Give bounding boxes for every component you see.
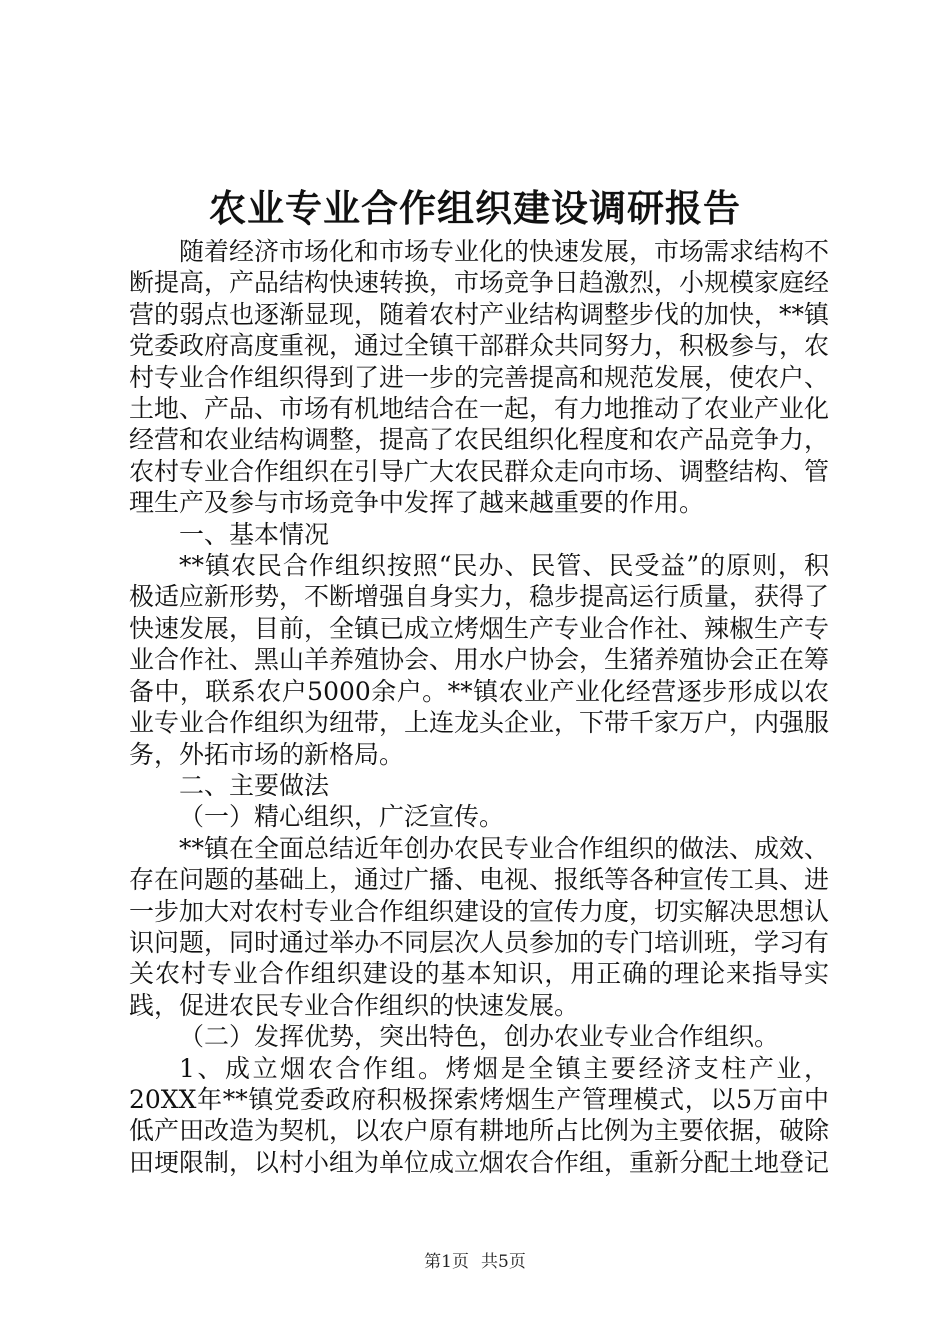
page-number: 第1页	[424, 1252, 469, 1272]
subheading-organize: （一）精心组织，广泛宣传。	[179, 802, 505, 832]
document-body	[129, 236, 829, 1178]
section-heading-basic: 一、基本情况	[179, 519, 330, 549]
paragraph-organize: **镇在全面总结近年创办农民专业合作组织的做法、成效、存在问题的基础上，通过广播、电视、报纸等各种宣传工具、进一步加大对农村专业合作组织建设的宣传力度，切实解决思想认识问题，同时通过举办不同层次人员参加的专门培训班，学习有关农村专业合作组织建设的基本知识，用正确的理论来指导实践，促进农民专业合作组织的快速发展。	[129, 833, 830, 1020]
page-total: 共5页	[481, 1252, 526, 1272]
paragraph-intro: 随着经济市场化和市场专业化的快速发展，市场需求结构不断提高，产品结构快速转换，市场竞争日趋激烈，小规模家庭经营的弱点也逐渐显现，随着农村产业结构调整步伐的加快，**镇党委政府高度重视，通过全镇干部群众共同努力，积极参与，农村专业合作组织得到了进一步的完善提高和规范发展，使农户、土地、产品、市场有机地结合在一起，有力地推动了农业产业化经营和农业结构调整，提高了农民组织化程度和农产品竞争力，农村专业合作组织在引导广大农民群众走向市场、调整结构、管理生产及参与市场竞争中发挥了越来越重要的作用。	[129, 237, 830, 518]
paragraph-basic: **镇农民合作组织按照“民办、民管、民受益”的原则，积极适应新形势，不断增强自身实力，稳步提高运行质量，获得了快速发展，目前，全镇已成立烤烟生产专业合作社、辣椒生产专业合作社、黑山羊养殖协会、用水户协会，生猪养殖协会正在筹备中，联系农户5000余户。**镇农业产业化经营逐步形成以农业专业合作组织为纽带，上连龙头企业，下带千家万户，内强服务，外拓市场的新格局。	[129, 551, 830, 769]
paragraph-tobacco: 1、成立烟农合作组。烤烟是全镇主要经济支柱产业，20XX年**镇党委政府积极探索烤烟生产管理模式，以5万亩中低产田改造为契机，以农户原有耕地所占比例为主要依据，破除田埂限制，以村小组为单位成立烟农合作组，重新分配土地登记	[129, 1053, 830, 1177]
document-title: 农业专业合作组织建设调研报告	[209, 186, 741, 230]
section-heading-methods: 二、主要做法	[179, 770, 330, 800]
page-footer	[0, 1247, 950, 1272]
subheading-advantages: （二）发挥优势，突出特色，创办农业专业合作组织。	[179, 1022, 780, 1052]
